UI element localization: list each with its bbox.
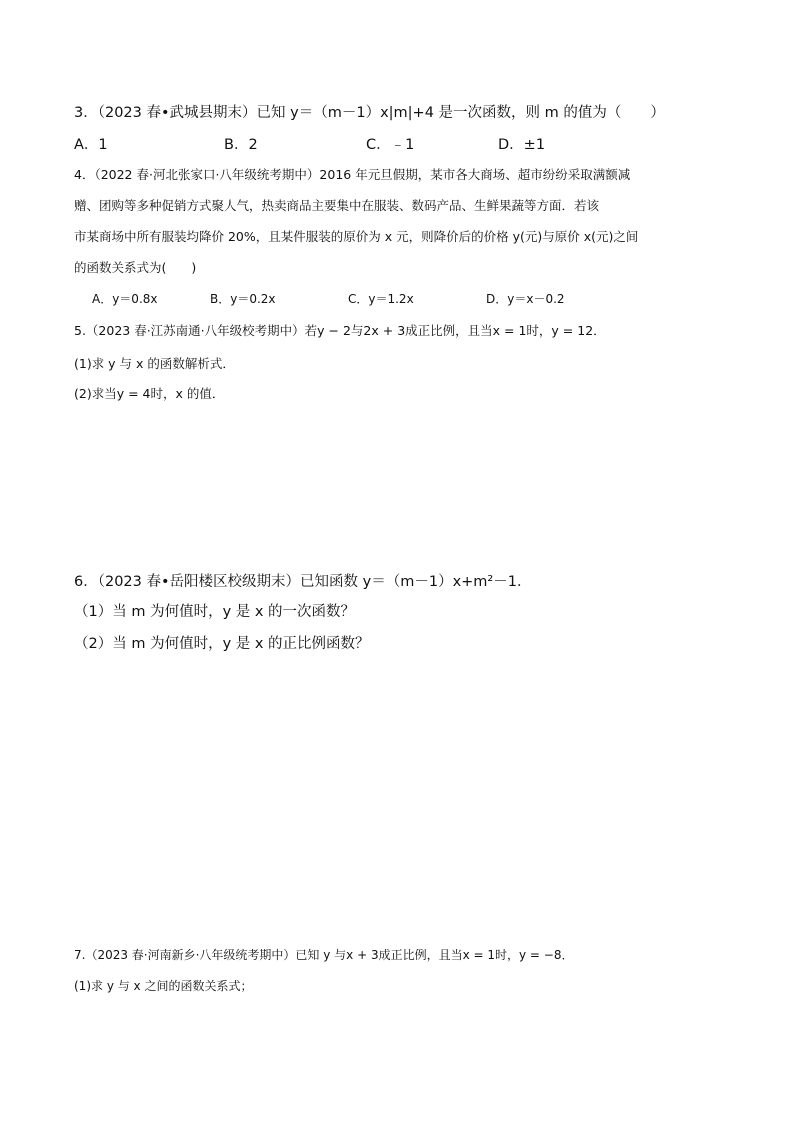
question-6-sub-2: （2）当 m 为何值时，y 是 x 的正比例函数？: [74, 636, 370, 652]
question-7-stem: 7.（2023 春·河南新乡·八年级统考期中）已知 y 与x + 3成正比例，且当x = 1时，y = −8．: [74, 948, 574, 962]
question-4-line-2: 赠、团购等多种促销方式聚人气，热卖商品主要集中在服装、数码产品、生鲜果蔬等方面．若该: [74, 198, 600, 213]
question-5-sub-1: (1)求 y 与 x 的函数解析式．: [74, 356, 235, 371]
question-3-option-a: A．1: [74, 137, 108, 153]
question-7-sub-1: (1)求 y 与 x 之间的函数关系式；: [74, 979, 253, 993]
question-4-line-1: 4．（2022 春·河北张家口·八年级统考期中）2016 年元旦假期，某市各大商场、超市纷纷采取满额减: [74, 167, 631, 182]
question-4-line-3: 市某商场中所有服装均降价 20%，且某件服装的原价为 x 元，则降价后的价格 y(元)与原价 x(元)之间: [74, 229, 639, 244]
question-3-option-b: B．2: [224, 137, 258, 153]
question-3-option-c: C．﹣1: [366, 137, 415, 153]
question-5-sub-2: (2)求当y = 4时，x 的值．: [74, 386, 225, 401]
question-4-option-c: C．y＝1.2x: [348, 292, 414, 306]
question-4-option-a: A．y＝0.8x: [92, 292, 158, 306]
question-4-option-d: D．y＝x－0.2: [486, 292, 565, 306]
question-4-line-4: 的函数关系式为( ): [74, 260, 197, 275]
question-6-stem: 6．（2023 春•岳阳楼区校级期末）已知函数 y＝（m－1）x+m²－1．: [74, 574, 532, 590]
question-4-option-b: B．y＝0.2x: [210, 292, 276, 306]
question-5-stem: 5.（2023 春·江苏南通·八年级校考期中）若y − 2与2x + 3成正比例，且当x = 1时，y = 12．: [74, 323, 606, 338]
question-3-option-d: D．±1: [498, 137, 546, 153]
question-6-sub-1: （1）当 m 为何值时，y 是 x 的一次函数？: [74, 604, 356, 620]
question-3-stem: 3．（2023 春•武城县期末）已知 y＝（m－1）x|m|+4 是一次函数，则 m 的值为（ ）: [74, 105, 665, 121]
